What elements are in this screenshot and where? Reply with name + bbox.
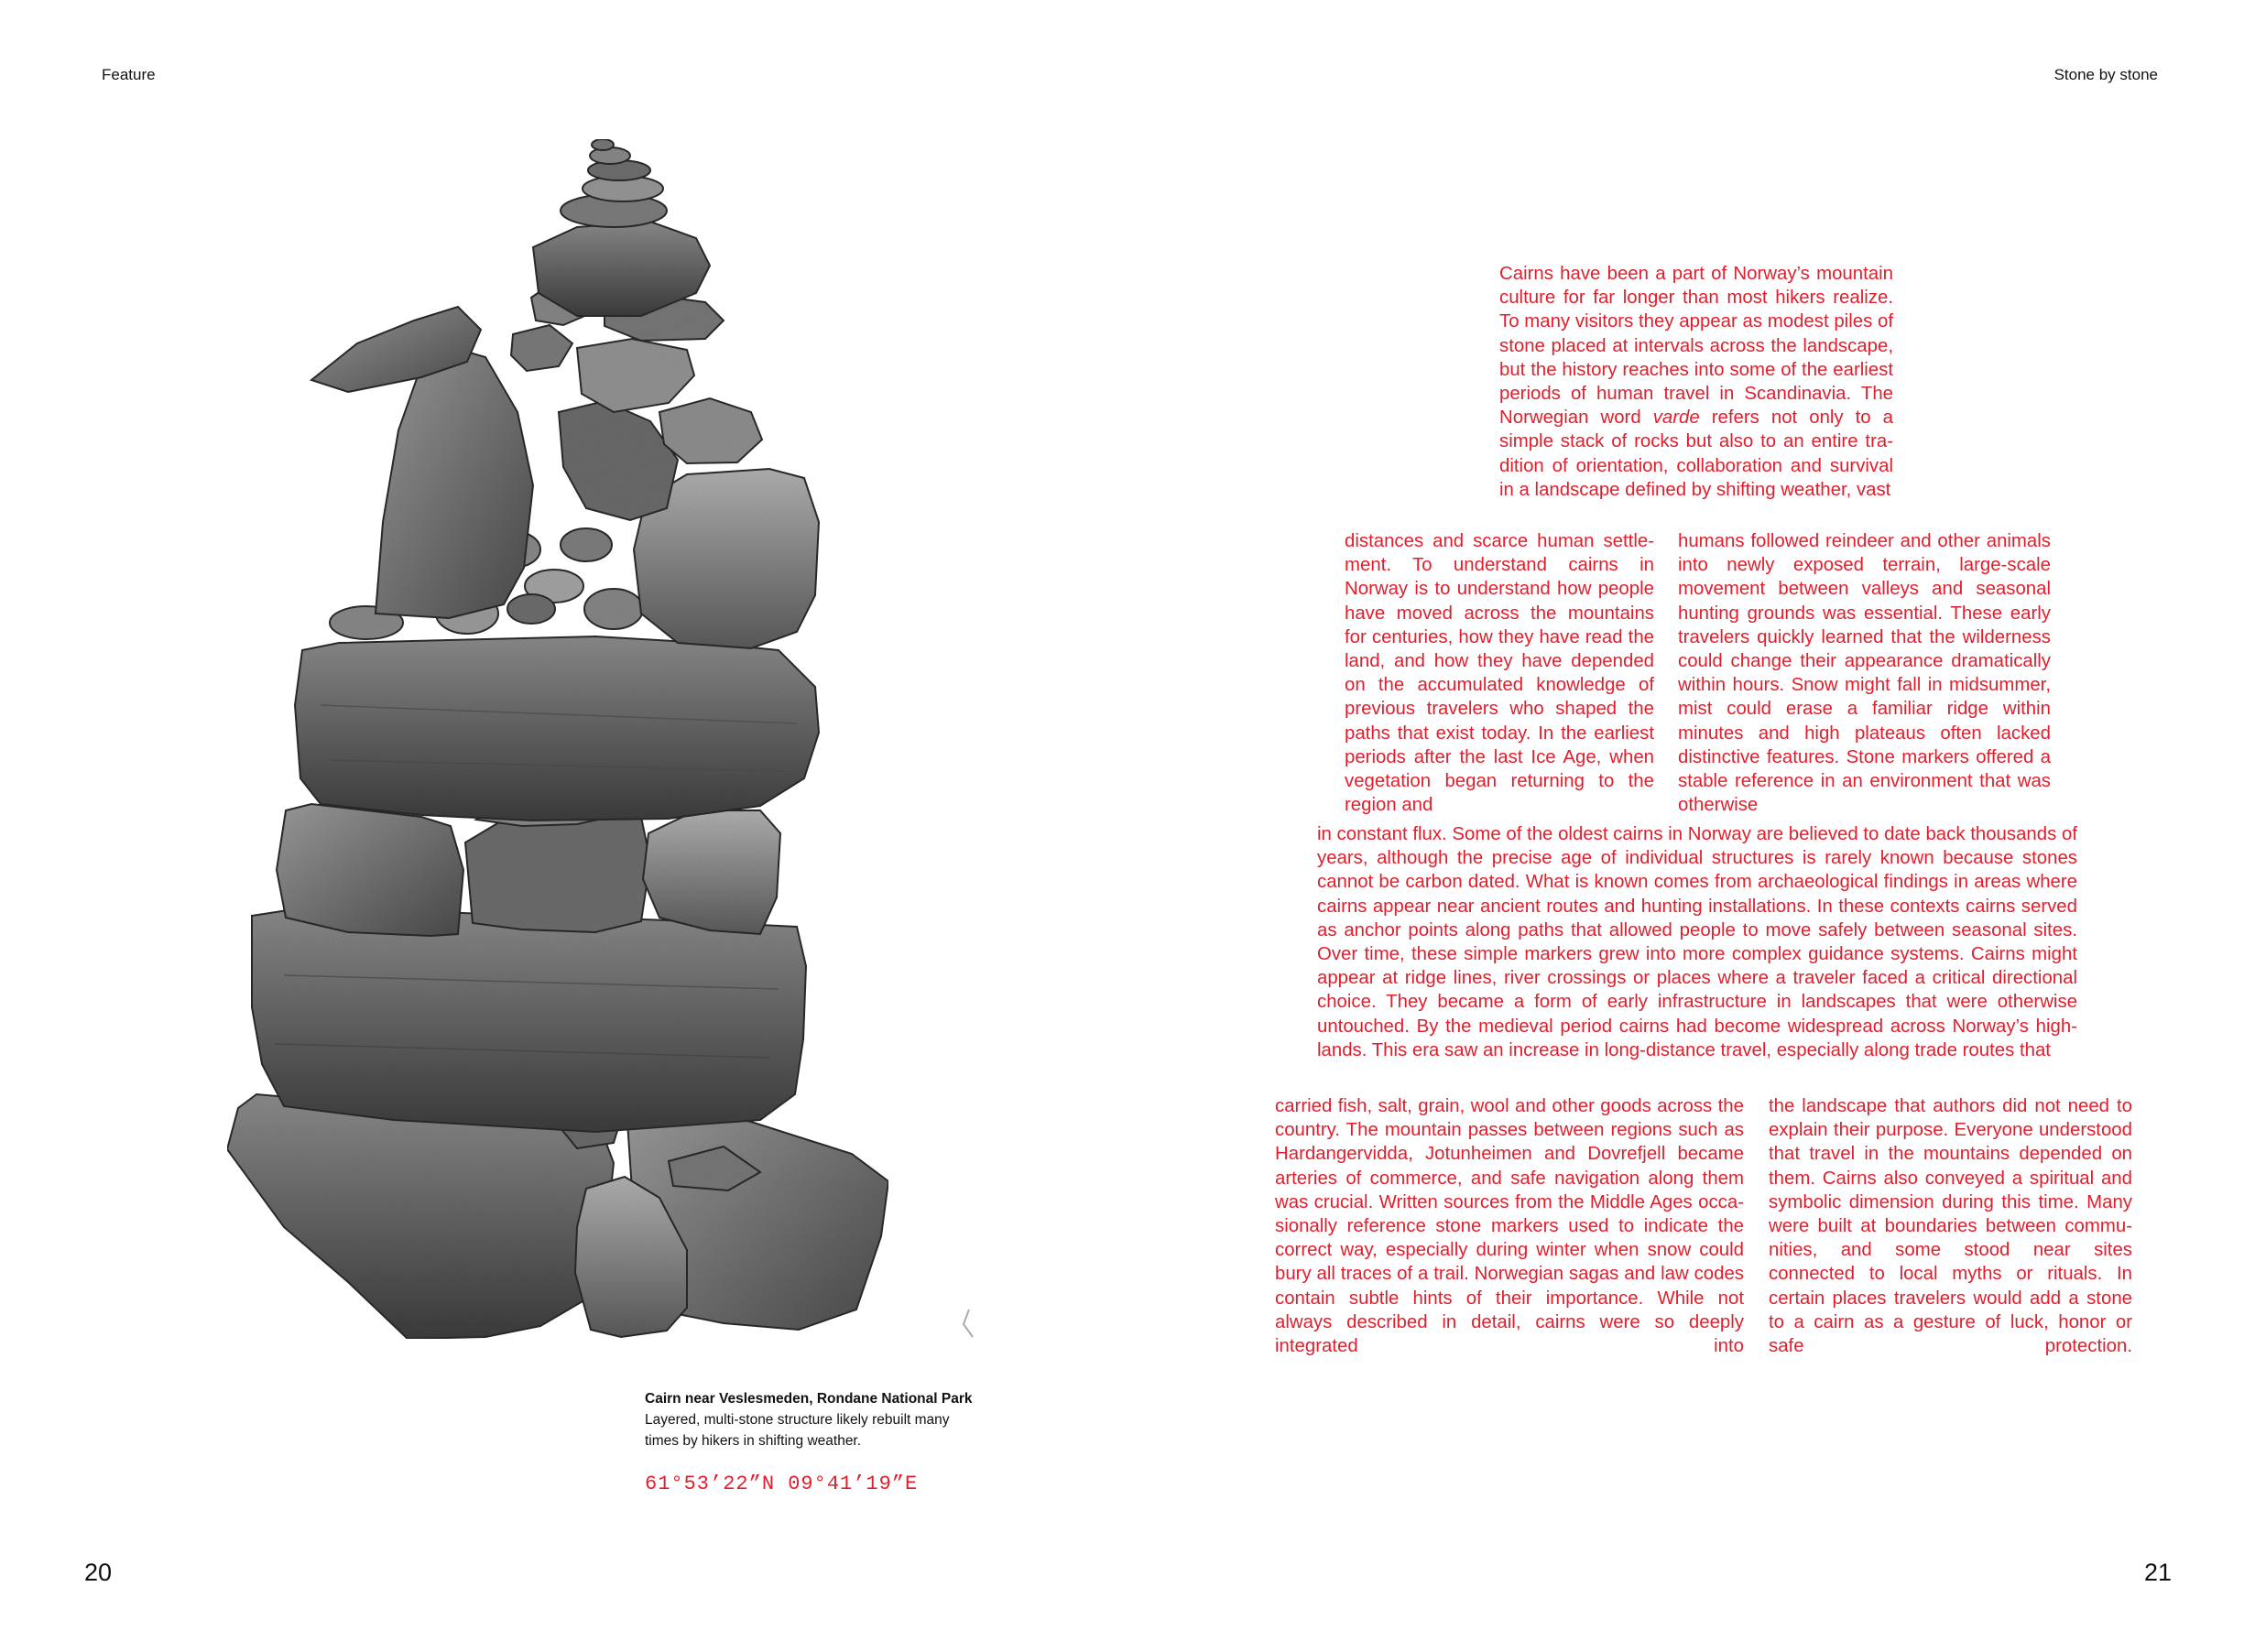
article-paragraph: humans followed reindeer and other animals into newly exposed terrain, large-scale movement between valleys and seasonal hunting grounds was essential. These early travelers quickly learned that the wilderness could change their appearance dramatically within hours. Snow might fall in midsummer, mist could erase a familiar ridge within minutes and high plateaus often lacked distinctive features. Stone markers offered a stable reference in an environment that was otherwise [1678, 531, 2051, 816]
coordinates: 61°53’22”N 09°41’19”E [645, 1473, 919, 1495]
article-block-5 [1275, 1094, 1744, 1358]
page-number-right: 21 [2143, 1559, 2172, 1586]
caption-title: Cairn near Veslesmeden, Rondane National Park [645, 1391, 973, 1407]
article-block-6 [1769, 1094, 2132, 1358]
article-intro-text: Cairns have been a part of Norway’s mountain culture for far longer than most hikers realize. To many visitors they appear as modest piles of stone placed at intervals across the landscape, but the history reaches into some of the earliest periods of human travel in Scandinavia. The Norwegian word [1499, 264, 1893, 429]
caption-text: Layered, multi-stone structure likely rebuilt many times by hikers in shifting weather. [645, 1412, 950, 1449]
article-italic-term: varde [1652, 408, 1700, 429]
article-paragraph: in constant flux. Some of the oldest cairns in Norway are believed to date back thousands of years, although the precise age of individual structures is rarely known because stones cannot be carbon dated. What is known comes from archaeological findings in areas where cairns appear near ancient routes and hunting installations. In these contexts cairns served as anchor points along paths that allowed people to move safely between seasonal sites. Over time, these simple markers grew into more complex guidance systems. Cairns might appear at ridge lines, river crossings or places where a traveler faced a critical directional choice. They became a form of early infrastructure in landscapes that were otherwise untouched. By the medieval period cairns had become widespread across Norway’s highlands. This era saw an increase in long-distance travel, especially along trade routes that [1317, 824, 2077, 1060]
running-head-right: Stone by stone [2053, 66, 2158, 83]
article-paragraph: distances and scarce human settlement. To understand cairns in Norway is to understand how people have moved across the mountains for centuries, how they have read the land, and how they have depended on the accumulated knowledge of previous travelers who shaped the paths that exist today. In the earliest periods after the last Ice Age, when vegetation began returning to the region and [1345, 531, 1654, 816]
article-paragraph: carried fish, salt, grain, wool and other goods across the country. The mountain passes between regions such as Hardangervidda, Jotunheimen and Dovrefjell became arteries of commerce, and safe navigation along them was crucial. Written sources from the Middle Ages occasionally reference stone markers used to indicate the correct way, especially during winter when snow could bury all traces of a trail. Norwegian sagas and law codes contain subtle hints of their importance. While not always described in detail, cairns were so deeply integrated into [1275, 1096, 1744, 1357]
photo-caption [645, 1388, 984, 1451]
article-intro-text-end: refers not only to a simple stack of rocks but also to an entire tradition of orientation, collaboration and survival in a landscape defined by shifting weather, vast [1499, 408, 1894, 500]
article-block-3 [1678, 529, 2051, 817]
article-block-intro [1499, 262, 1893, 502]
running-head-left: Feature [102, 66, 156, 83]
article-block-4 [1317, 822, 2077, 1062]
page-number-left: 20 [84, 1559, 113, 1586]
article-block-2 [1345, 529, 1654, 817]
cairn-photo [211, 137, 998, 1355]
article-paragraph: the landscape that authors did not need to explain their purpose. Everyone understood that travel in the mountains depended on them. Cairns also conveyed a spiritual and symbolic dimension during this time. Many were built at boundaries between communities, and some stood near sites connected to local myths or rituals. In certain places travelers would add a stone to a cairn as a gesture of luck, honor or safe protection. [1769, 1096, 2132, 1357]
